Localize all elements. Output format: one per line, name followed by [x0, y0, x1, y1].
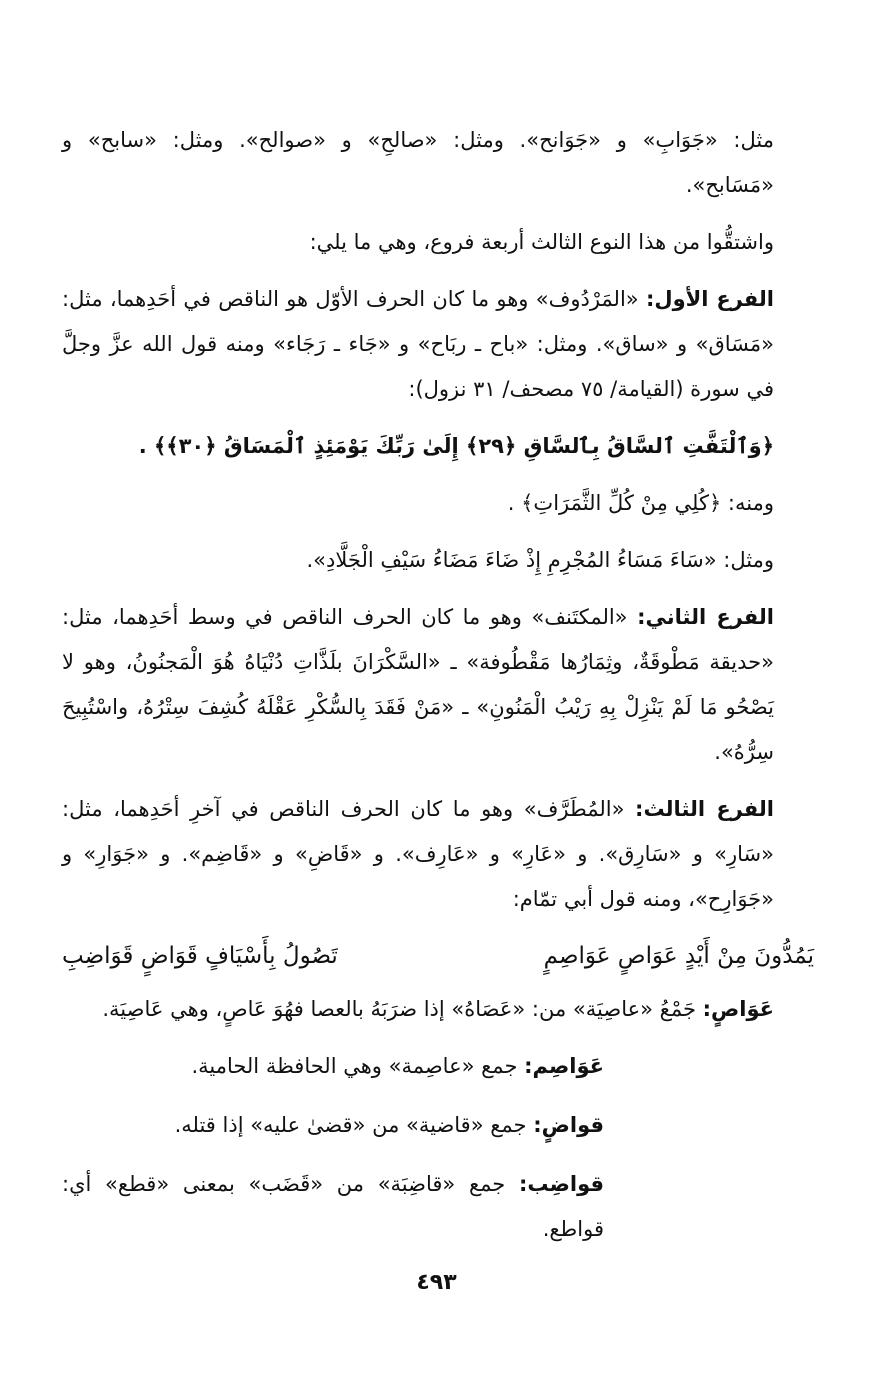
- definition-text: جمع «عاصِمة» وهي الحافظة الحامية.: [191, 1054, 518, 1078]
- definitions-list: [62, 1044, 814, 1252]
- definition-qawadib: [62, 1162, 814, 1252]
- definition-awasim: [62, 1044, 814, 1089]
- section-heading: الفرع الثاني:: [637, 605, 774, 629]
- paragraph-examples: مثل: «جَوَابِ» و «جَوَانح». ومثل: «صالحِ» و «صوالح». ومثل: «سابح» و «مَسَابح».: [62, 128, 774, 197]
- paragraph-example-2: ومنه: ﴿كُلِي مِنْ كُلِّ الثَّمَرَاتِ﴾ .: [507, 491, 774, 515]
- poetry-verse: [62, 934, 814, 979]
- section-first-branch: [62, 277, 814, 412]
- paragraph-intro: واشتقُّوا من هذا النوع الثالث أربعة فروع، وهي ما يلي:: [309, 230, 774, 254]
- definition-text: جمع «قاضية» من «قضىٰ عليه» إذا قتله.: [174, 1113, 527, 1137]
- paragraph-example-3: ومثل: «سَاءَ مَسَاءُ المُجْرِمِ إِذْ ضَاءَ مَضَاءُ سَيْفِ الْجَلَّادِ».: [306, 548, 774, 572]
- definition-term: قواضِب:: [518, 1172, 604, 1196]
- verse-first-hemistich: يَمُدُّونَ مِنْ أَيْدٍ عَوَاصٍ عَوَاصِمٍ: [543, 943, 814, 969]
- section-third-branch: [62, 787, 814, 922]
- verse-second-hemistich: تَصُولُ بِأَسْيَافٍ قَوَاضٍ قَوَاضِبِ: [62, 943, 338, 969]
- section-text: «المَرْدُوف» وهو ما كان الحرف الأوّل هو الناقص في أحَدِهما، مثل: «مَسَاق» و «ساق». ومثل: «باح ـ ربَاح» و «جَاء ـ رَجَاء» ومنه قول الله عزَّ وجلَّ في سورة (القيامة/ ٧٥ مصحف/ ٣١ نزول):: [62, 287, 774, 401]
- quran-verse: ﴿وَٱلْتَفَّتِ ٱلسَّاقُ بِٱلسَّاقِ ﴿٢٩﴾ إِلَىٰ رَبِّكَ يَوْمَئِذٍ ٱلْمَسَاقُ ﴿٣٠﴾﴾ .: [138, 434, 774, 458]
- definition-text: جَمْعُ «عاصِيَة» من: «عَصَاهُ» إذا ضرَبَهُ بالعصا فهُوَ عَاصٍ، وهي عَاصِيَة.: [102, 997, 696, 1021]
- section-text: «المكتَنف» وهو ما كان الحرف الناقص في وسط أحَدِهما، مثل: «حديقة مَطْوقَةٌ، وثِمَارُها مَقْطُوفة» ـ «السَّكْرَانَ بلَذَّاتِ دُنْيَاهُ هُوَ الْمَجنُونُ، وهو لا يَصْحُو مَا لَمْ يَنْزِلْ بِهِ رَيْبُ الْمَنُونِ» ـ «مَنْ فَقَدَ بِالسُّكْرِ عَقْلَهُ كُشِفَ سِتْرُهُ، واسْتُبِيحَ سِرُّهُ».: [62, 605, 774, 764]
- definition-qawad: [62, 1103, 814, 1148]
- page-body: [62, 118, 814, 1266]
- page-number: ٤٩٣: [416, 1270, 457, 1295]
- definition-awas: [62, 987, 814, 1032]
- section-heading: الفرع الثالث:: [635, 797, 774, 821]
- section-heading: الفرع الأول:: [645, 287, 774, 311]
- definition-term: عَوَاصِم:: [524, 1054, 604, 1078]
- definition-text: جمع «قاضِبَة» من «قَضَب» بمعنى «قطع» أي: قواطع.: [62, 1172, 604, 1241]
- definition-term: عَوَاصٍ:: [702, 997, 774, 1021]
- section-second-branch: [62, 595, 814, 775]
- section-text: «المُطَرَّف» وهو ما كان الحرف الناقص في آخرِ أحَدِهما، مثل: «سَارِ» و «سَارِق». و «عَارِ» و «عَارِف». و «قَاضِ» و «قَاضِم». و «جَوَارِ» و «جَوَارِح»، ومنه قول أبي تمّام:: [62, 797, 774, 911]
- definition-term: قواضٍ:: [533, 1113, 604, 1137]
